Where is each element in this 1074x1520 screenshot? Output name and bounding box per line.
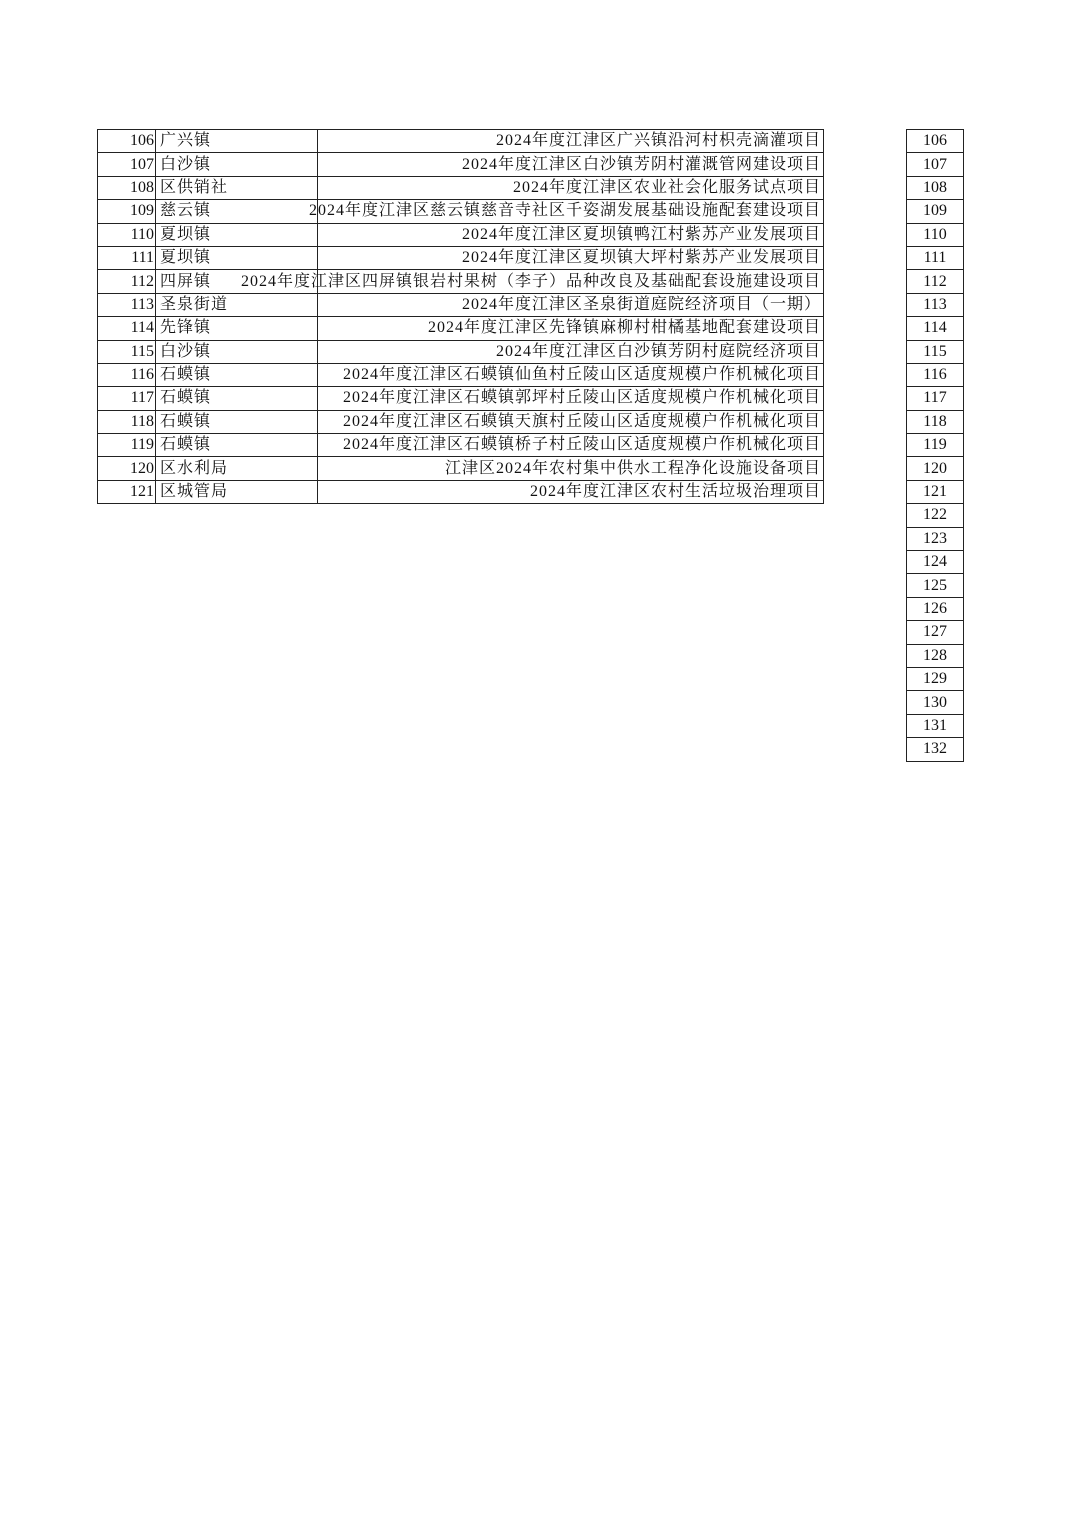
unit-cell: 石蟆镇 bbox=[156, 410, 318, 433]
project-name-text: 2024年度江津区四屏镇银岩村果树（李子）品种改良及基础配套设施建设项目 bbox=[240, 272, 821, 290]
number-cell: 116 bbox=[907, 363, 964, 386]
number-cell: 122 bbox=[907, 504, 964, 527]
row-number-cell: 120 bbox=[98, 457, 156, 480]
number-row bbox=[907, 621, 964, 644]
number-cell: 119 bbox=[907, 434, 964, 457]
unit-cell: 区水利局 bbox=[156, 457, 318, 480]
project-name-text: 2024年度江津区农业社会化服务试点项目 bbox=[512, 178, 821, 196]
number-cell: 123 bbox=[907, 527, 964, 550]
number-cell: 112 bbox=[907, 270, 964, 293]
number-cell: 129 bbox=[907, 667, 964, 690]
project-name-text: 江津区2024年农村集中供水工程净化设施设备项目 bbox=[444, 459, 821, 477]
row-number-cell: 113 bbox=[98, 293, 156, 316]
project-name-cell bbox=[318, 130, 824, 153]
project-table-body bbox=[98, 130, 824, 504]
number-cell: 120 bbox=[907, 457, 964, 480]
number-cell: 131 bbox=[907, 714, 964, 737]
number-row bbox=[907, 270, 964, 293]
unit-cell: 白沙镇 bbox=[156, 153, 318, 176]
project-name-text: 2024年度江津区夏坝镇鸭江村紫苏产业发展项目 bbox=[461, 225, 821, 243]
unit-cell: 石蟆镇 bbox=[156, 387, 318, 410]
number-row bbox=[907, 200, 964, 223]
number-cell: 107 bbox=[907, 153, 964, 176]
row-number-cell: 115 bbox=[98, 340, 156, 363]
number-row bbox=[907, 153, 964, 176]
unit-cell: 区城管局 bbox=[156, 480, 318, 503]
number-row bbox=[907, 363, 964, 386]
table-row bbox=[98, 153, 824, 176]
row-number-cell: 106 bbox=[98, 130, 156, 153]
unit-cell: 夏坝镇 bbox=[156, 246, 318, 269]
number-cell: 111 bbox=[907, 246, 964, 269]
number-row bbox=[907, 644, 964, 667]
unit-cell: 石蟆镇 bbox=[156, 363, 318, 386]
row-number-cell: 114 bbox=[98, 317, 156, 340]
unit-cell: 区供销社 bbox=[156, 176, 318, 199]
project-name-cell bbox=[318, 246, 824, 269]
number-row bbox=[907, 434, 964, 457]
number-row bbox=[907, 293, 964, 316]
table-row bbox=[98, 480, 824, 503]
number-row bbox=[907, 457, 964, 480]
unit-cell: 四屏镇 bbox=[156, 270, 318, 293]
unit-cell: 石蟆镇 bbox=[156, 434, 318, 457]
number-cell: 110 bbox=[907, 223, 964, 246]
number-cell: 113 bbox=[907, 293, 964, 316]
project-name-text: 2024年度江津区慈云镇慈音寺社区千姿湖发展基础设施配套建设项目 bbox=[308, 202, 821, 220]
number-row bbox=[907, 176, 964, 199]
project-name-text: 2024年度江津区白沙镇芳阴村庭院经济项目 bbox=[495, 342, 821, 360]
number-cell: 106 bbox=[907, 130, 964, 153]
project-name-cell bbox=[318, 480, 824, 503]
number-row bbox=[907, 738, 964, 761]
table-row bbox=[98, 176, 824, 199]
table-row bbox=[98, 223, 824, 246]
project-name-text: 2024年度江津区石蟆镇天旗村丘陵山区适度规模户作机械化项目 bbox=[342, 412, 821, 430]
table-row bbox=[98, 387, 824, 410]
number-row bbox=[907, 574, 964, 597]
number-row bbox=[907, 667, 964, 690]
table-row bbox=[98, 293, 824, 316]
project-name-text: 2024年度江津区石蟆镇仙鱼村丘陵山区适度规模户作机械化项目 bbox=[342, 366, 821, 384]
unit-cell: 白沙镇 bbox=[156, 340, 318, 363]
row-number-cell: 110 bbox=[98, 223, 156, 246]
table-row bbox=[98, 246, 824, 269]
row-number-body bbox=[907, 130, 964, 762]
unit-cell: 夏坝镇 bbox=[156, 223, 318, 246]
number-cell: 128 bbox=[907, 644, 964, 667]
number-cell: 114 bbox=[907, 317, 964, 340]
row-number-cell: 107 bbox=[98, 153, 156, 176]
project-name-text: 2024年度江津区先锋镇麻柳村柑橘基地配套建设项目 bbox=[427, 319, 821, 337]
number-row bbox=[907, 597, 964, 620]
row-number-cell: 111 bbox=[98, 246, 156, 269]
project-name-cell bbox=[318, 410, 824, 433]
table-row bbox=[98, 434, 824, 457]
project-name-cell bbox=[318, 434, 824, 457]
project-name-cell bbox=[318, 387, 824, 410]
number-row bbox=[907, 410, 964, 433]
project-name-text: 2024年度江津区广兴镇沿河村枳壳滴灌项目 bbox=[495, 132, 821, 150]
project-name-cell bbox=[240, 270, 824, 293]
project-name-text: 2024年度江津区石蟆镇桥子村丘陵山区适度规模户作机械化项目 bbox=[342, 436, 821, 454]
project-name-cell bbox=[308, 200, 824, 223]
row-number-cell: 108 bbox=[98, 176, 156, 199]
number-cell: 130 bbox=[907, 691, 964, 714]
number-cell: 127 bbox=[907, 621, 964, 644]
project-name-cell bbox=[318, 223, 824, 246]
table-row bbox=[98, 317, 824, 340]
number-cell: 108 bbox=[907, 176, 964, 199]
number-row bbox=[907, 130, 964, 153]
unit-cell: 广兴镇 bbox=[156, 130, 318, 153]
row-number-cell: 117 bbox=[98, 387, 156, 410]
unit-cell: 圣泉街道 bbox=[156, 293, 318, 316]
project-name-cell bbox=[318, 176, 824, 199]
number-cell: 121 bbox=[907, 480, 964, 503]
table-row bbox=[98, 457, 824, 480]
number-row bbox=[907, 387, 964, 410]
number-row bbox=[907, 480, 964, 503]
unit-cell: 慈云镇 bbox=[156, 200, 318, 223]
number-cell: 109 bbox=[907, 200, 964, 223]
number-row bbox=[907, 504, 964, 527]
row-number-column bbox=[906, 129, 964, 762]
number-row bbox=[907, 527, 964, 550]
table-row bbox=[98, 130, 824, 153]
number-cell: 117 bbox=[907, 387, 964, 410]
project-name-text: 2024年度江津区圣泉街道庭院经济项目（一期） bbox=[461, 295, 821, 313]
number-row bbox=[907, 714, 964, 737]
row-number-cell: 116 bbox=[98, 363, 156, 386]
number-cell: 118 bbox=[907, 410, 964, 433]
number-cell: 132 bbox=[907, 738, 964, 761]
row-number-cell: 119 bbox=[98, 434, 156, 457]
table-row bbox=[98, 340, 824, 363]
number-cell: 115 bbox=[907, 340, 964, 363]
number-cell: 124 bbox=[907, 551, 964, 574]
project-name-cell bbox=[318, 363, 824, 386]
project-name-cell bbox=[318, 340, 824, 363]
row-number-cell: 112 bbox=[98, 270, 156, 293]
number-row bbox=[907, 246, 964, 269]
number-cell: 125 bbox=[907, 574, 964, 597]
number-row bbox=[907, 317, 964, 340]
number-cell: 126 bbox=[907, 597, 964, 620]
project-name-text: 2024年度江津区农村生活垃圾治理项目 bbox=[529, 483, 821, 501]
project-table bbox=[97, 129, 824, 504]
project-name-text: 2024年度江津区白沙镇芳阴村灌溉管网建设项目 bbox=[461, 155, 821, 173]
number-row bbox=[907, 340, 964, 363]
table-row bbox=[98, 270, 824, 293]
project-name-cell bbox=[318, 457, 824, 480]
number-row bbox=[907, 223, 964, 246]
project-name-cell bbox=[318, 317, 824, 340]
project-name-text: 2024年度江津区夏坝镇大坪村紫苏产业发展项目 bbox=[461, 249, 821, 267]
number-row bbox=[907, 691, 964, 714]
table-row bbox=[98, 200, 824, 223]
unit-cell: 先锋镇 bbox=[156, 317, 318, 340]
row-number-cell: 118 bbox=[98, 410, 156, 433]
project-name-cell bbox=[318, 153, 824, 176]
project-name-text: 2024年度江津区石蟆镇郭坪村丘陵山区适度规模户作机械化项目 bbox=[342, 389, 821, 407]
project-name-cell bbox=[318, 293, 824, 316]
table-row bbox=[98, 410, 824, 433]
number-row bbox=[907, 551, 964, 574]
row-number-cell: 109 bbox=[98, 200, 156, 223]
table-row bbox=[98, 363, 824, 386]
row-number-cell: 121 bbox=[98, 480, 156, 503]
